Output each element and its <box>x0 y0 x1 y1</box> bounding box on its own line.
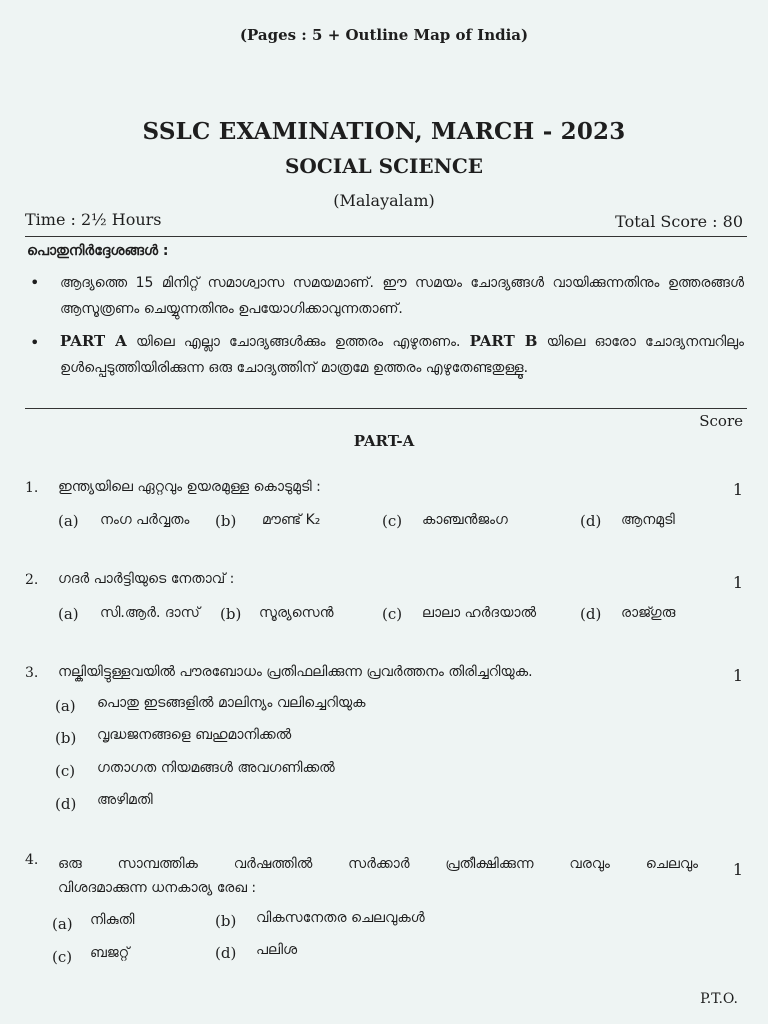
part-heading: PART-A <box>353 432 415 450</box>
part-a-ref: PART A <box>60 332 127 350</box>
option-text: വികസനേതര ചെലവുകൾ <box>256 910 425 926</box>
question-text: നല്കിയിട്ടുള്ളവയിൽ പൗരബോധം പ്രതിഫലിക്കുന്ന പ്രവർത്തനം തിരിച്ചറിയുക. <box>58 664 533 680</box>
option-text: പലിശ <box>256 942 298 958</box>
option-text: അഴിമതി <box>97 792 153 808</box>
option-text: ലാലാ ഹർദയാൽ <box>422 605 537 621</box>
bullet-marker: • <box>30 273 40 292</box>
option-text: നംഗ പർവ്വതം <box>100 512 190 528</box>
option-label: (d) <box>215 944 237 962</box>
option-text: സൂര്യസെൻ <box>259 605 334 621</box>
option-label: (c) <box>52 948 73 966</box>
option-label: (a) <box>58 605 79 623</box>
instruction-2-text-a: യിലെ എല്ലാ ചോദ്യങ്ങൾക്കും ഉത്തരം എഴുതണം. <box>126 334 470 350</box>
option-label: (b) <box>215 912 237 930</box>
page-turn-note: P.T.O. <box>700 991 738 1007</box>
question-text: ഇന്ത്യയിലെ ഏറ്റവും ഉയരമുള്ള കൊടുമുടി : <box>58 479 321 495</box>
question-score: 1 <box>732 666 743 685</box>
instructions-heading: പൊതുനിർദ്ദേശങ്ങൾ : <box>27 243 169 259</box>
option-label: (c) <box>382 512 403 530</box>
option-text: രാജ്ഗുരു <box>621 605 676 621</box>
instruction-2 <box>60 328 744 381</box>
subject-title: SOCIAL SCIENCE <box>284 154 484 178</box>
option-label: (b) <box>215 512 237 530</box>
option-text: ബജറ്റ് <box>90 945 130 961</box>
language-note: (Malayalam) <box>333 191 435 210</box>
option-text: കാഞ്ചൻജംഗ <box>422 512 508 528</box>
time-allowed: Time : 2½ Hours <box>25 210 162 229</box>
option-label: (d) <box>580 512 602 530</box>
option-text: ആനമുടി <box>621 512 675 528</box>
score-column-label: Score <box>699 412 743 430</box>
option-label: (a) <box>52 915 73 933</box>
option-text: നികുതി <box>90 912 135 928</box>
exam-title: SSLC EXAMINATION, MARCH - 2023 <box>142 118 626 145</box>
pages-note: (Pages : 5 + Outline Map of India) <box>239 26 529 44</box>
question-score: 1 <box>732 480 743 499</box>
part-b-ref: PART B <box>469 332 538 350</box>
option-label: (a) <box>58 512 79 530</box>
question-number: 4. <box>25 852 39 868</box>
option-label: (d) <box>580 605 602 623</box>
question-number: 2. <box>25 572 39 588</box>
option-text: പൊതു ഇടങ്ങളിൽ മാലിന്യം വലിച്ചെറിയുക <box>97 695 366 711</box>
question-text: ഗദർ പാർട്ടിയുടെ നേതാവ് : <box>58 571 235 587</box>
question-score: 1 <box>732 860 743 879</box>
option-text: സി.ആർ. ദാസ് <box>100 605 200 621</box>
total-score: Total Score : 80 <box>615 212 743 231</box>
option-label: (c) <box>382 605 403 623</box>
option-label: (b) <box>220 605 242 623</box>
instructions-divider <box>25 408 747 409</box>
header-divider <box>25 236 747 237</box>
option-label: (c) <box>55 762 76 780</box>
instruction-2-text-b: യിലെ ഓരോ ചോദ്യനമ്പറിലും ഉൾപ്പെടുത്തിയിരിക്കുന്ന ഒരു ചോദ്യത്തിന് മാത്രമേ ഉത്തരം എഴുതേണ്ടതുള്ളൂ. <box>60 334 744 376</box>
option-label: (a) <box>55 697 76 715</box>
option-label: (b) <box>55 729 77 747</box>
instruction-1: ആദ്യത്തെ 15 മിനിറ്റ് സമാശ്വാസ സമയമാണ്. ഈ സമയം ചോദ്യങ്ങൾ വായിക്കുന്നതിനും ഉത്തരങ്ങൾ ആസൂത്രണം ചെയ്യുന്നതിനും ഉപയോഗിക്കാവുന്നതാണ്. <box>60 275 744 317</box>
question-number: 1. <box>25 480 39 496</box>
question-text-line-2: വിശദമാക്കുന്ന ധനകാര്യ രേഖ : <box>58 880 257 896</box>
option-text: ഗതാഗത നിയമങ്ങൾ അവഗണിക്കൽ <box>97 760 335 776</box>
bullet-marker: • <box>30 333 40 352</box>
option-text: വൃദ്ധജനങ്ങളെ ബഹുമാനിക്കൽ <box>97 727 292 743</box>
option-label: (d) <box>55 795 77 813</box>
question-text-line-1: ഒരു സാമ്പത്തിക വർഷത്തിൽ സർക്കാർ പ്രതീക്ഷിക്കുന്ന വരവും ചെലവും <box>58 856 698 872</box>
question-number: 3. <box>25 665 39 681</box>
option-text: മൗണ്ട് K₂ <box>262 512 321 528</box>
question-score: 1 <box>732 573 743 592</box>
